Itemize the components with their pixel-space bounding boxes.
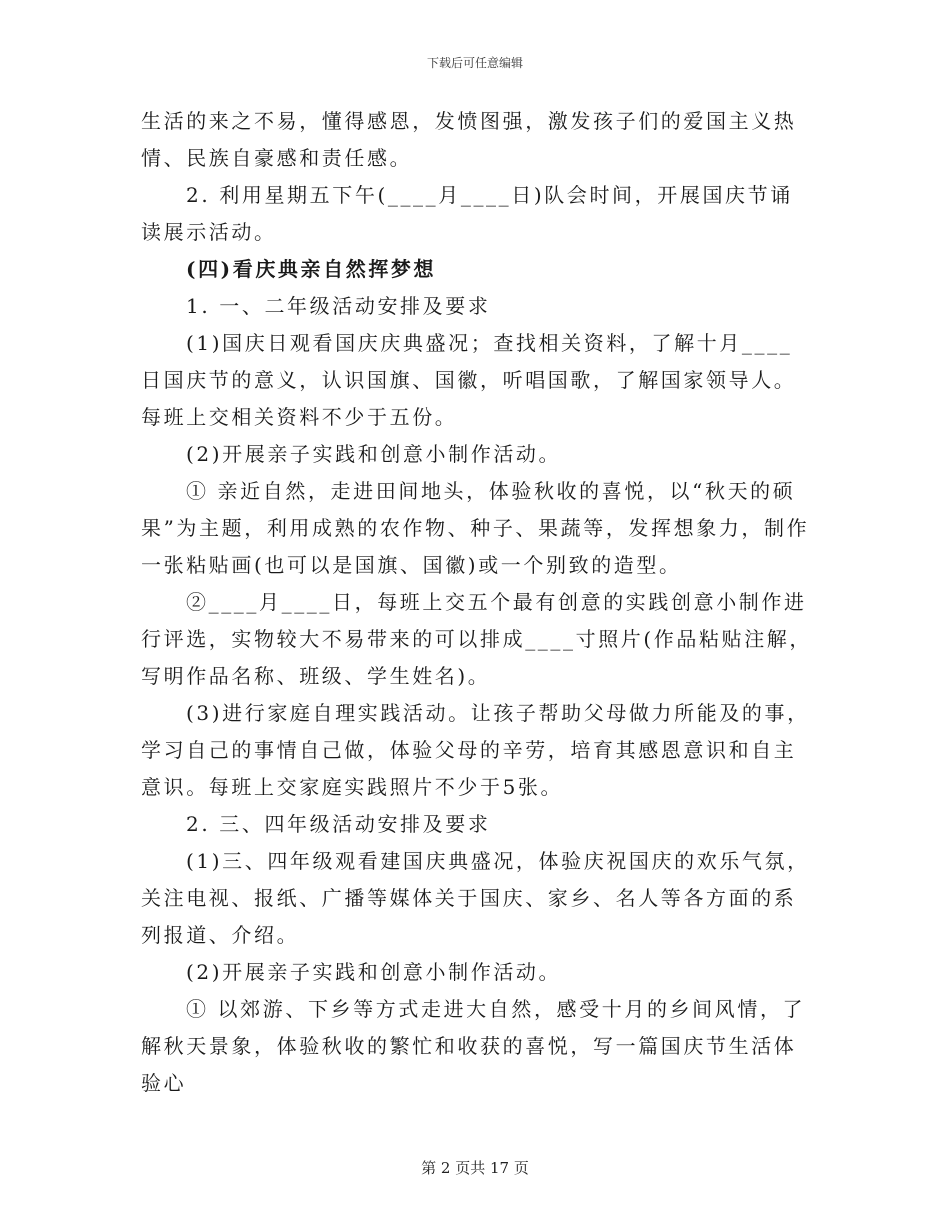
paragraph: (1)国庆日观看国庆庆典盛况；查找相关资料，了解十月____日国庆节的意义，认识国旗、国徽，听唱国歌，了解国家领导人。每班上交相关资料不少于五份。 [141,331,797,429]
subsection-heading: 2. 三、四年级活动安排及要求 [186,812,491,836]
section-heading: (四)看庆典亲自然挥梦想 [186,257,437,281]
paragraph: 生活的来之不易，懂得感恩，发愤图强，激发孩子们的爱国主义热情、民族自豪感和责任感。 [141,109,797,170]
paragraph: (2)开展亲子实践和创意小制作活动。 [186,442,562,466]
paragraph: 2. 利用星期五下午(____月____日)队会时间，开展国庆节诵读展示活动。 [141,183,793,244]
page-header: 下载后可任意编辑 [426,56,523,70]
paragraph: (3)进行家庭自理实践活动。让孩子帮助父母做力所能及的事，学习自己的事情自己做，体验父母的辛劳，培育其感恩意识和自主意识。每班上交家庭实践照片不少于5张。 [141,701,810,799]
paragraph: ① 亲近自然，走进田间地头，体验秋收的喜悦，以“秋天的硕果”为主题，利用成熟的农作物、种子、果蔬等，发挥想象力，制作一张粘贴画(也可以是国旗、国徽)或一个别致的造型。 [141,479,810,577]
paragraph: ① 以郊游、下乡等方式走进大自然，感受十月的乡间风情，了解秋天景象，体验秋收的繁忙和收获的喜悦，写一篇国庆节生活体验心 [141,997,806,1095]
paragraph: (2)开展亲子实践和创意小制作活动。 [186,960,562,984]
subsection-heading: 1. 一、二年级活动安排及要求 [186,294,491,318]
document-body [141,103,813,1102]
paragraph: (1)三、四年级观看建国庆典盛况，体验庆祝国庆的欢乐气氛，关注电视、报纸、广播等媒体关于国庆、家乡、名人等各方面的系列报道、介绍。 [141,849,810,947]
paragraph: ②____月____日，每班上交五个最有创意的实践创意小制作进行评选，实物较大不易带来的可以排成____寸照片(作品粘贴注解，写明作品名称、班级、学生姓名)。 [141,590,813,688]
page-footer: 第 2 页共 17 页 [421,1159,529,1177]
